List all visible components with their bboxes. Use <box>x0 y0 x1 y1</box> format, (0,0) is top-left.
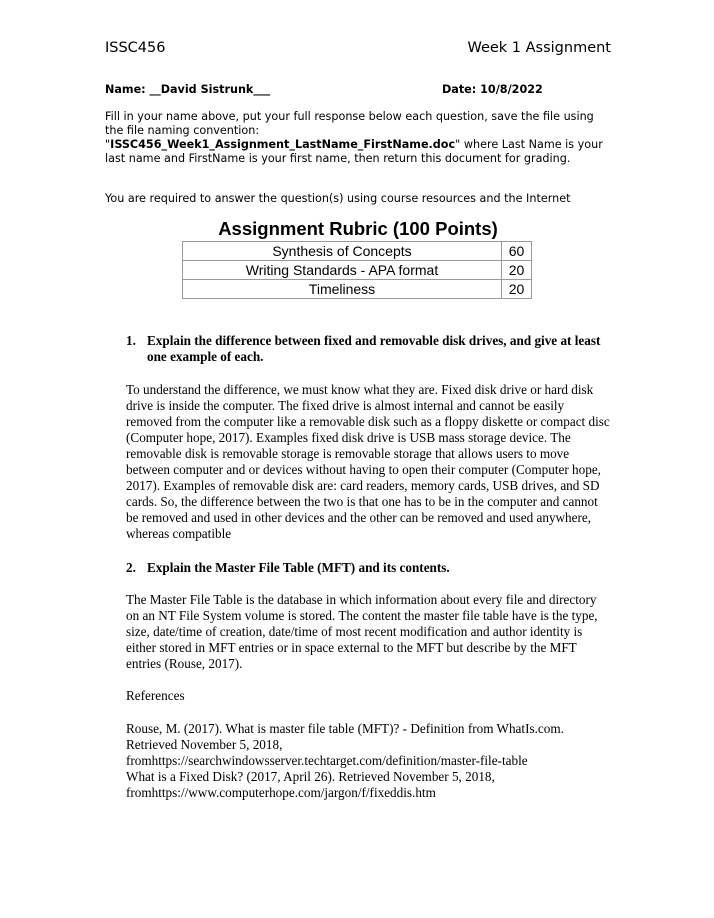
table-row <box>183 261 532 280</box>
answer-2: The Master File Table is the database in which information about every file and directory on an NT File System volume is stored. The content the master file table have is the type, size, date/time of creation, date/time of most recent modification and author identity is either stored in MFT entries or in space external to the MFT but describe by the MFT entries (Rouse, 2017). <box>126 592 598 671</box>
rubric-criterion: Synthesis of Concepts <box>183 242 502 261</box>
rubric-table <box>182 241 532 299</box>
answer-1: To understand the difference, we must know what they are. Fixed disk drive or hard disk drive is inside the computer. The fixed drive is almost internal and cannot be easily removed from the computer like a removable disk such as a floppy diskette or compact disc (Computer hope, 2017). Examples fixed disk drive is USB mass storage device. The removable disk is removable storage is removable storage that allows users to move between computer and or devices without having to open their computer (Computer hope, 2017). Examples of removable disk are: card readers, memory cards, USB drives, and SD cards. So, the difference between the two is that one has to be in the computer and cannot be removed and used in other devices and the other can be removed and used anywhere, whereas compatible <box>126 382 610 541</box>
submission-date: Date: 10/8/2022 <box>442 83 543 96</box>
reference-line: fromhttps://www.computerhope.com/jargon/f/fixeddis.htm <box>126 785 436 800</box>
references-heading: References <box>126 688 185 703</box>
course-code: ISSC456 <box>105 40 166 56</box>
instructions-line2: " where Last Name is your last name and FirstName is your first name, then return this document for grading. <box>105 138 603 165</box>
question-text: Explain the Master File Table (MFT) and its contents. <box>147 560 450 575</box>
table-row <box>183 242 532 261</box>
references-list <box>126 721 612 801</box>
question-number: 1. <box>126 333 136 348</box>
reference-line: What is a Fixed Disk? (2017, April 26). Retrieved November 5, 2018, <box>126 769 495 784</box>
requirement-note: You are required to answer the question(s) using course resources and the Internet <box>105 192 571 205</box>
student-name: Name: __David Sistrunk___ <box>105 83 271 96</box>
question-number: 2. <box>126 560 136 575</box>
reference-line: Rouse, M. (2017). What is master file table (MFT)? - Definition from WhatIs.com. <box>126 721 564 736</box>
reference-line: fromhttps://searchwindowsserver.techtarget.com/definition/master-file-table <box>126 753 528 768</box>
question-2 <box>126 560 612 576</box>
rubric-points: 20 <box>502 280 532 299</box>
question-1 <box>126 333 612 365</box>
quote-open: " <box>105 138 111 151</box>
page-header <box>105 40 611 62</box>
rubric-criterion: Timeliness <box>183 280 502 299</box>
reference-line: Retrieved November 5, 2018, <box>126 737 283 752</box>
assignment-title: Week 1 Assignment <box>467 40 611 56</box>
table-row <box>183 280 532 299</box>
rubric-points: 20 <box>502 261 532 280</box>
rubric-points: 60 <box>502 242 532 261</box>
rubric-title: Assignment Rubric (100 Points) <box>218 218 498 239</box>
question-text: Explain the difference between fixed and removable disk drives, and give at least one example of each. <box>147 333 601 364</box>
file-naming-convention: ISSC456_Week1_Assignment_LastName_FirstName.doc <box>110 138 456 151</box>
instructions <box>105 110 610 166</box>
rubric-criterion: Writing Standards - APA format <box>183 261 502 280</box>
instructions-line1: Fill in your name above, put your full response below each question, save the file using the file naming convention: <box>105 110 594 137</box>
